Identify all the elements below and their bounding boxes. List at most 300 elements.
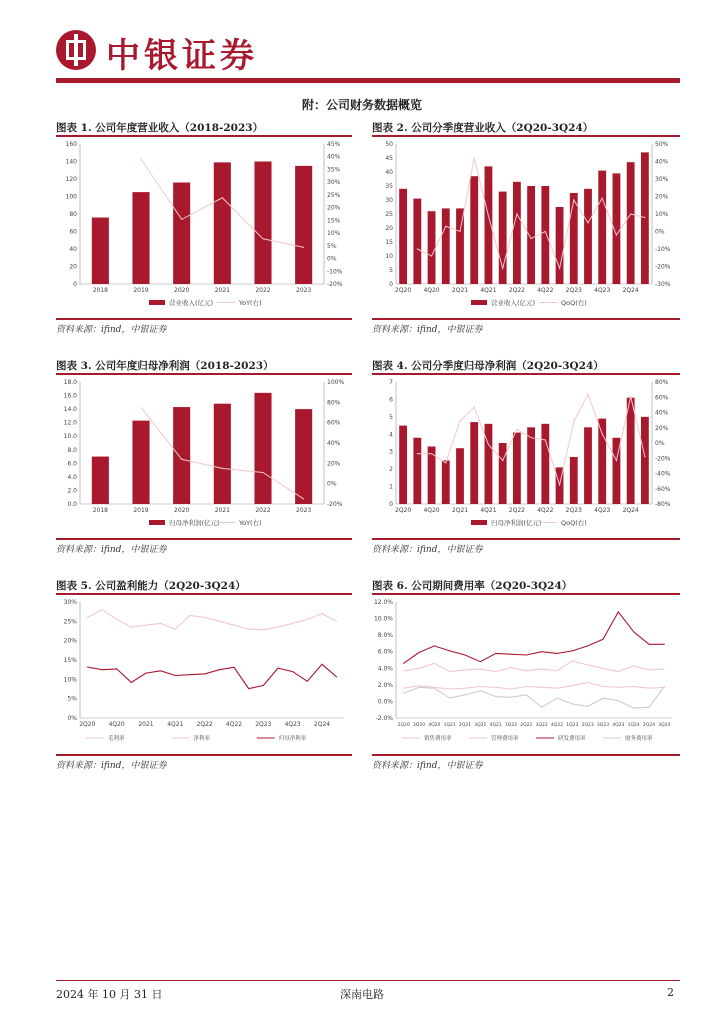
y-tick-label: 8.0% xyxy=(377,632,393,640)
series-point xyxy=(465,655,466,656)
series-point xyxy=(664,686,665,687)
series-point xyxy=(526,694,527,695)
series-point xyxy=(419,668,420,669)
y-tick-label: 60 xyxy=(69,228,77,236)
chart5-title: 图表 5. 公司盈利能力（2Q20-3Q24） xyxy=(56,580,246,592)
line-point xyxy=(559,268,560,269)
y-tick-label: 1 xyxy=(389,483,393,491)
chart4-quarterly-net-profit xyxy=(372,376,680,536)
bar xyxy=(584,427,592,504)
bar xyxy=(254,162,271,285)
series-point xyxy=(633,708,634,709)
y-tick-label: 5% xyxy=(67,695,77,703)
y-tick-label: 10.0 xyxy=(63,433,77,441)
y-tick-label: 20 xyxy=(69,263,77,271)
bar xyxy=(214,404,231,504)
series-line xyxy=(404,661,665,672)
y2-tick-label: 10% xyxy=(327,230,341,238)
line-point xyxy=(516,429,517,430)
chart2-rule-bottom xyxy=(372,318,680,320)
series-point xyxy=(322,664,323,665)
series-point xyxy=(618,700,619,701)
series-point xyxy=(131,627,132,628)
x-tick-label: 2Q24 xyxy=(622,287,639,294)
x-tick-label: 2Q22 xyxy=(508,507,525,514)
chart1-title: 图表 1. 公司年度营业收入（2018-2023） xyxy=(56,122,264,134)
series-line xyxy=(404,687,665,709)
series-point xyxy=(541,707,542,708)
x-tick-label: 1Q23 xyxy=(566,723,579,728)
series-point xyxy=(175,629,176,630)
x-tick-label: 1Q24 xyxy=(627,723,640,728)
x-tick-label: 2Q21 xyxy=(458,723,472,728)
bar xyxy=(413,438,421,504)
chart3-title: 图表 3. 公司年度归母净利润（2018-2023） xyxy=(56,360,274,372)
series-point xyxy=(572,685,573,686)
legend-label: 归母净利率 xyxy=(278,736,307,742)
series-point xyxy=(557,698,558,699)
y-tick-label: 0 xyxy=(389,501,393,508)
chart6-title: 图表 6. 公司期间费用率（2Q20-3Q24） xyxy=(372,580,573,592)
y2-tick-label: -20% xyxy=(327,501,343,508)
series-point xyxy=(465,669,466,670)
line-point xyxy=(559,484,560,485)
series-point xyxy=(146,673,147,674)
chart3-rule-bottom xyxy=(56,538,352,540)
y-tick-label: 20 xyxy=(385,225,393,232)
bar xyxy=(513,182,521,284)
y-tick-label: 8.0 xyxy=(67,446,77,454)
x-tick-label: 2023 xyxy=(296,507,312,514)
series-point xyxy=(511,654,512,655)
chart1-rule xyxy=(56,135,352,137)
y-tick-label: -2.0% xyxy=(375,715,393,722)
y-tick-label: 160 xyxy=(65,141,77,148)
series-point xyxy=(541,669,542,670)
series-point xyxy=(219,669,220,670)
y2-tick-label: -60% xyxy=(655,485,671,493)
y-tick-label: 0% xyxy=(67,715,77,722)
line-point xyxy=(587,222,588,223)
series-point xyxy=(102,669,103,670)
line-point xyxy=(140,407,141,408)
legend-bar-swatch xyxy=(149,300,165,305)
y2-tick-label: -20% xyxy=(655,263,671,271)
series-point xyxy=(511,697,512,698)
y-tick-label: 40 xyxy=(69,246,77,253)
x-tick-label: 3Q22 xyxy=(535,723,548,728)
bar xyxy=(499,443,507,504)
bar xyxy=(641,152,649,284)
chart3-rule xyxy=(56,373,352,375)
line-point xyxy=(573,199,574,200)
line-point xyxy=(431,255,432,256)
bar xyxy=(598,171,606,284)
bar xyxy=(92,457,109,504)
series-point xyxy=(419,652,420,653)
chart2-quarterly-revenue xyxy=(372,138,680,316)
x-tick-label: 4Q21 xyxy=(480,287,497,294)
series-point xyxy=(116,668,117,669)
series-line xyxy=(87,610,336,630)
line-point xyxy=(630,396,631,397)
y-tick-label: 12.0 xyxy=(63,419,77,427)
chart2-rule xyxy=(372,135,680,137)
series-point xyxy=(403,670,404,671)
series-point xyxy=(649,707,650,708)
y-tick-label: 18.0 xyxy=(63,379,77,386)
x-tick-label: 2021 xyxy=(214,507,230,514)
line-point xyxy=(474,157,475,158)
series-point xyxy=(587,682,588,683)
series-point xyxy=(263,685,264,686)
line-point xyxy=(488,444,489,445)
series-point xyxy=(495,653,496,654)
x-tick-label: 4Q23 xyxy=(612,723,625,728)
series-point xyxy=(480,669,481,670)
series-point xyxy=(175,675,176,676)
x-tick-label: 4Q20 xyxy=(423,287,440,294)
y-tick-label: 40 xyxy=(385,169,393,176)
y-tick-label: 5 xyxy=(389,267,393,274)
series-point xyxy=(322,613,323,614)
bar xyxy=(132,421,149,504)
line-point xyxy=(531,437,532,438)
y-tick-label: 4.0% xyxy=(377,665,393,673)
legend-label: 毛利率 xyxy=(108,736,125,742)
bar xyxy=(442,208,450,284)
bar xyxy=(456,448,464,504)
x-tick-label: 2Q23 xyxy=(565,287,582,294)
series-point xyxy=(526,686,527,687)
series-point xyxy=(204,617,205,618)
legend-bar-swatch xyxy=(471,300,487,305)
bar xyxy=(92,218,109,285)
series-point xyxy=(587,664,588,665)
x-tick-label: 2018 xyxy=(92,507,108,514)
brand-name: 中银证券 xyxy=(106,36,258,76)
logo-mark xyxy=(56,30,96,70)
y-tick-label: 7 xyxy=(389,379,393,386)
series-point xyxy=(419,685,420,686)
y-tick-label: 0.0 xyxy=(67,501,77,508)
x-tick-label: 4Q23 xyxy=(284,721,301,728)
bar xyxy=(442,460,450,504)
series-point xyxy=(495,696,496,697)
x-tick-label: 4Q22 xyxy=(537,507,554,514)
y2-tick-label: 10% xyxy=(655,211,669,218)
series-point xyxy=(219,621,220,622)
series-point xyxy=(336,677,337,678)
y-tick-label: 4.0 xyxy=(67,473,77,481)
line-point xyxy=(616,234,617,235)
bar xyxy=(295,166,312,284)
bar xyxy=(541,186,549,284)
chart6-source: 资料来源：ifind，中银证券 xyxy=(372,761,483,771)
legend-bar-label: 归母净利润(亿元) xyxy=(169,519,220,527)
chart1-source: 资料来源：ifind，中银证券 xyxy=(56,325,167,335)
y2-tick-label: 50% xyxy=(655,141,669,148)
y-tick-label: 15 xyxy=(385,239,393,246)
series-point xyxy=(480,686,481,687)
legend-label: 销售费用率 xyxy=(424,736,452,742)
line-point xyxy=(502,268,503,269)
legend-bar-label: 营业收入(亿元) xyxy=(491,299,536,307)
y-tick-label: 30% xyxy=(63,599,77,606)
line-point xyxy=(587,394,588,395)
series-point xyxy=(160,670,161,671)
x-tick-label: 4Q23 xyxy=(594,287,611,294)
y2-tick-label: 40% xyxy=(655,158,669,166)
x-tick-label: 2Q22 xyxy=(508,287,525,294)
series-point xyxy=(495,687,496,688)
bar xyxy=(598,419,606,504)
header-rule xyxy=(56,78,680,83)
y-tick-label: 14.0 xyxy=(63,406,77,414)
line-point xyxy=(516,213,517,214)
series-point xyxy=(248,688,249,689)
series-point xyxy=(587,645,588,646)
line-point xyxy=(459,231,460,232)
x-tick-label: 4Q21 xyxy=(167,721,184,728)
bar xyxy=(295,409,312,504)
legend-line-label: QoQ(右) xyxy=(561,299,587,307)
y-tick-label: 140 xyxy=(65,158,77,166)
series-point xyxy=(633,665,634,666)
y2-tick-label: 0% xyxy=(655,440,665,447)
y2-tick-label: -10% xyxy=(327,268,343,276)
series-point xyxy=(234,625,235,626)
series-point xyxy=(633,686,634,687)
line-point xyxy=(531,238,532,239)
series-point xyxy=(572,703,573,704)
bar xyxy=(570,457,578,504)
series-point xyxy=(403,688,404,689)
x-tick-label: 2Q22 xyxy=(520,723,533,728)
bar xyxy=(173,183,190,285)
series-point xyxy=(541,651,542,652)
x-tick-label: 3Q20 xyxy=(412,723,426,728)
bar xyxy=(641,417,649,504)
y2-tick-label: 15% xyxy=(327,217,341,225)
y2-tick-label: 30% xyxy=(655,176,669,183)
line-point xyxy=(303,498,304,499)
line-point xyxy=(644,456,645,457)
line-point xyxy=(545,231,546,232)
bar xyxy=(399,426,407,504)
bar xyxy=(413,199,421,284)
series-point xyxy=(234,667,235,668)
series-point xyxy=(557,653,558,654)
y2-tick-label: 0% xyxy=(655,228,665,236)
bar xyxy=(254,393,271,504)
x-tick-label: 2021 xyxy=(214,287,230,294)
series-point xyxy=(190,615,191,616)
x-tick-label: 2019 xyxy=(133,287,149,294)
x-tick-label: 2018 xyxy=(92,287,108,294)
series-point xyxy=(603,686,604,687)
bar xyxy=(541,424,549,504)
series-point xyxy=(449,689,450,690)
x-tick-label: 4Q20 xyxy=(423,507,440,514)
chart5-rule xyxy=(56,593,352,595)
series-point xyxy=(618,671,619,672)
y2-tick-label: 80% xyxy=(655,379,669,386)
legend-line-label: YoY(右) xyxy=(239,299,262,307)
series-point xyxy=(403,693,404,694)
line-point xyxy=(222,197,223,198)
chart1-rule-bottom xyxy=(56,318,352,320)
series-point xyxy=(649,688,650,689)
bar xyxy=(428,211,436,284)
line-point xyxy=(181,219,182,220)
series-point xyxy=(204,673,205,674)
section-title: 附：公司财务数据概览 xyxy=(301,98,422,112)
y2-tick-label: 40% xyxy=(327,440,341,447)
series-point xyxy=(292,623,293,624)
chart3-source: 资料来源：ifind，中银证券 xyxy=(56,545,167,555)
line-point xyxy=(602,198,603,199)
line-point xyxy=(502,460,503,461)
x-tick-label: 2Q21 xyxy=(451,287,469,294)
y2-tick-label: 60% xyxy=(327,419,341,427)
series-point xyxy=(511,689,512,690)
series-point xyxy=(87,666,88,667)
line-point xyxy=(445,226,446,227)
line-point xyxy=(474,407,475,408)
series-point xyxy=(511,667,512,668)
series-point xyxy=(449,698,450,699)
line-point xyxy=(459,420,460,421)
y-tick-label: 12.0% xyxy=(373,599,393,606)
series-point xyxy=(603,639,604,640)
x-tick-label: 4Q20 xyxy=(108,721,125,728)
x-tick-label: 2Q21 xyxy=(451,507,469,514)
chart4-source: 资料来源：ifind，中银证券 xyxy=(372,545,483,555)
bar xyxy=(556,207,564,284)
chart6-rule xyxy=(372,593,680,595)
x-tick-label: 4Q20 xyxy=(428,723,441,728)
x-tick-label: 2020 xyxy=(174,287,190,294)
bar xyxy=(485,424,493,504)
series-point xyxy=(160,623,161,624)
series-point xyxy=(190,674,191,675)
x-tick-label: 4Q22 xyxy=(550,723,564,728)
series-point xyxy=(480,690,481,691)
series-point xyxy=(649,644,650,645)
x-tick-label: 2Q23 xyxy=(565,507,582,514)
x-tick-label: 2Q20 xyxy=(395,287,412,294)
y2-tick-label: -10% xyxy=(655,246,671,253)
y2-tick-label: 80% xyxy=(327,399,341,407)
series-point xyxy=(526,655,527,656)
legend-bar-swatch xyxy=(471,520,487,525)
y-tick-label: 10 xyxy=(385,253,393,260)
legend-line-label: QoQ(右) xyxy=(561,519,587,527)
chart3-annual-net-profit xyxy=(56,376,352,536)
series-point xyxy=(649,669,650,670)
series-point xyxy=(419,687,420,688)
series-point xyxy=(307,619,308,620)
series-point xyxy=(633,631,634,632)
chart4-rule xyxy=(372,373,680,375)
series-point xyxy=(541,687,542,688)
y-tick-label: 100 xyxy=(65,193,77,201)
series-point xyxy=(263,629,264,630)
x-tick-label: 2019 xyxy=(133,507,149,514)
y2-tick-label: -30% xyxy=(655,281,671,288)
series-point xyxy=(664,644,665,645)
chart4-title: 图表 4. 公司分季度归母净利润（2Q20-3Q24） xyxy=(372,360,604,372)
x-tick-label: 3Q23 xyxy=(596,723,610,728)
y2-tick-label: -40% xyxy=(655,470,671,478)
chart6-expense-ratios xyxy=(372,596,680,752)
bar xyxy=(399,189,407,284)
x-tick-label: 2Q22 xyxy=(196,721,213,728)
bar xyxy=(627,162,635,284)
line-point xyxy=(417,248,418,249)
series-point xyxy=(403,663,404,664)
legend-bar-label: 营业收入(亿元) xyxy=(169,299,214,307)
line-point xyxy=(616,460,617,461)
y-tick-label: 10.0% xyxy=(373,615,393,623)
x-tick-label: 2020 xyxy=(174,507,190,514)
x-tick-label: 4Q21 xyxy=(480,507,497,514)
line-point xyxy=(303,247,304,248)
bar xyxy=(173,407,190,504)
x-tick-label: 1Q22 xyxy=(504,723,518,728)
y2-tick-label: 100% xyxy=(327,379,345,386)
line-point xyxy=(140,158,141,159)
y-tick-label: 25% xyxy=(63,618,77,626)
chart1-annual-revenue xyxy=(56,138,352,316)
y-tick-label: 6.0% xyxy=(377,648,393,656)
line-point xyxy=(630,213,631,214)
y-tick-label: 2 xyxy=(389,466,393,474)
bar xyxy=(527,427,535,504)
y-tick-label: 50 xyxy=(385,141,393,148)
series-point xyxy=(449,650,450,651)
y-tick-label: 35 xyxy=(385,183,393,190)
y2-tick-label: -80% xyxy=(655,501,671,508)
series-point xyxy=(336,621,337,622)
x-tick-label: 4Q22 xyxy=(225,721,243,728)
series-point xyxy=(131,682,132,683)
y-tick-label: 10% xyxy=(63,676,77,684)
x-tick-label: 2Q23 xyxy=(255,721,272,728)
x-tick-label: 3Q24 xyxy=(658,723,671,728)
bar xyxy=(570,193,578,284)
x-tick-label: 2Q24 xyxy=(622,507,639,514)
y-tick-label: 6.0 xyxy=(67,460,77,468)
line-point xyxy=(488,215,489,216)
y-tick-label: 6 xyxy=(389,396,393,404)
y-tick-label: 120 xyxy=(65,176,77,183)
series-line xyxy=(404,682,665,689)
y-tick-label: 45 xyxy=(385,155,393,162)
y-tick-label: 30 xyxy=(385,197,393,204)
series-point xyxy=(603,698,604,699)
series-point xyxy=(307,681,308,682)
y-tick-label: 0.0% xyxy=(377,698,393,706)
series-point xyxy=(116,619,117,620)
chart5-profitability xyxy=(56,596,352,752)
series-point xyxy=(526,670,527,671)
line-point xyxy=(545,439,546,440)
chart5-source: 资料来源：ifind，中银证券 xyxy=(56,761,167,771)
legend-bar-swatch xyxy=(149,520,165,525)
chart5-rule-bottom xyxy=(56,754,352,756)
